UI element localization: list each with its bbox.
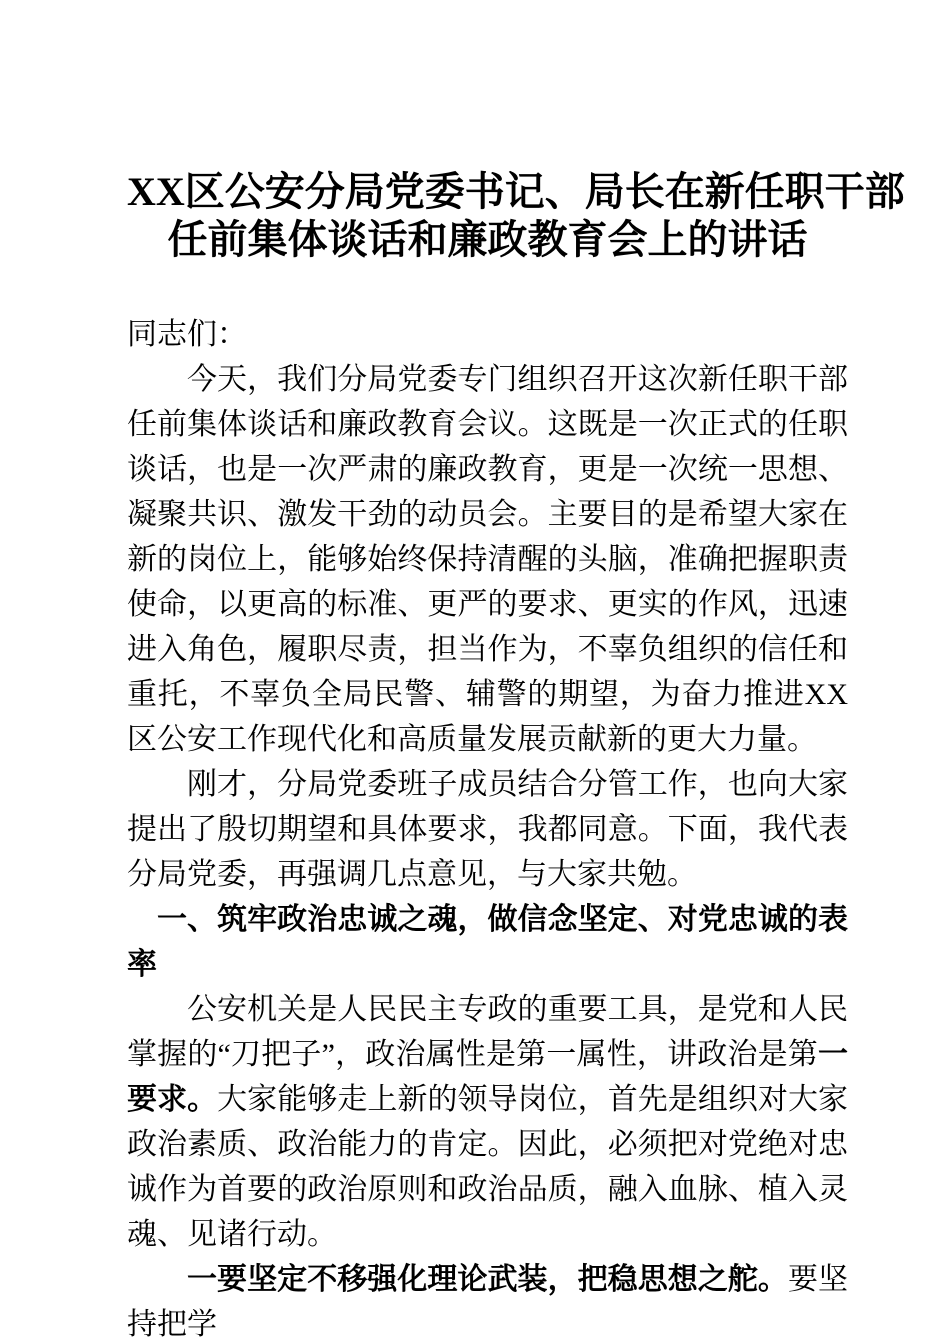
text-run: 一要求。 [127,1038,848,1116]
text-run: 今天，我们分局党委专门组织召开这次新任职干部任前集体谈话和廉政教育会议。这既是一次正式的任职谈话，也是一次严肃的廉政教育，更是一次统一思想、凝聚共识、激发干劲的动员会。主要目的是希望大家在新的岗位上，能够始终保持清醒的头脑，准确把握职责使命，以更高的标准、更严的要求、更实的作风，迅速进入角色，履职尽责，担当作为，不辜负组织的信任和重托，不辜负全局民警、辅警的期望，为奋力推进XX区公安工作现代化和高质量发展贡献新的更大力量。 [127,363,848,756]
paragraph [127,1257,848,1344]
paragraph [127,987,848,1257]
text-run: 要坚持把学 [127,1263,849,1341]
section-heading [127,897,848,987]
text-run: 公安机关是人民民主专政的重要工具，是党和人民掌握的“刀把子”，政治属性是第一属性，讲政治是第 [127,993,848,1071]
document-body [127,312,848,1344]
document-title-line-2: 任前集体谈话和廉政教育会上的讲话 [167,217,808,262]
text-run: 刚才，分局党委班子成员结合分管工作，也向大家提出了殷切期望和具体要求，我都同意。下面，我代表分局党委，再强调几点意见，与大家共勉。 [127,768,848,891]
paragraph [127,762,848,897]
paragraph [127,312,848,357]
text-run: 同志们： [127,318,247,351]
document-title-line-1: XX区公安分局党委书记、局长在新任职干部 [127,169,905,214]
document-title [127,168,905,264]
text-run: 一、筑牢政治忠诚之魂，做信念坚定、对党忠诚的表率 [127,903,848,981]
text-run: 大家能够走上新的领导岗位，首先是组织对大家政治素质、政治能力的肯定。因此，必须把对党绝对忠诚作为首要的政治原则和政治品质，融入血脉、植入灵魂、见诸行动。 [127,1083,849,1251]
paragraph [127,357,848,762]
text-run: 一要坚定不移强化理论武装，把稳思想之舵。 [187,1263,788,1296]
